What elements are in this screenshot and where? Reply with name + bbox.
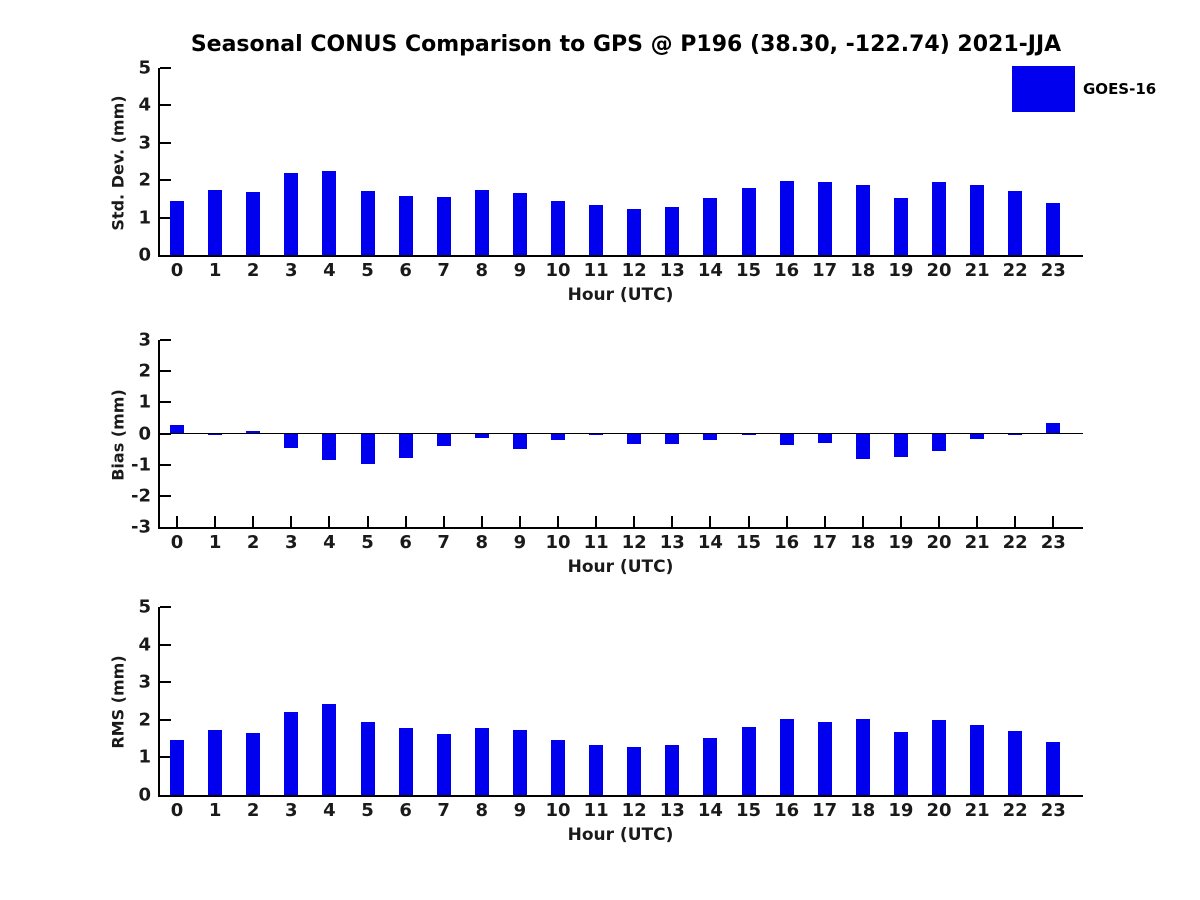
y-tick-label: -1: [131, 454, 151, 476]
bar-hour-6: [399, 434, 413, 459]
bar-hour-22: [1008, 731, 1022, 795]
x-tick-label: 17: [812, 260, 838, 281]
x-tick-mark: [671, 516, 673, 527]
x-tick-label: 19: [888, 260, 914, 281]
bar-hour-7: [437, 434, 451, 446]
bar-hour-10: [551, 740, 565, 795]
bar-hour-23: [1046, 423, 1060, 434]
x-tick-label: 9: [513, 532, 527, 553]
x-tick-label: 9: [513, 260, 527, 281]
y-tick-label: 4: [138, 94, 151, 116]
x-tick-label: 20: [926, 532, 952, 553]
x-tick-label: 12: [621, 532, 647, 553]
y-tick-label: 1: [138, 391, 151, 413]
x-tick-label: 21: [964, 260, 990, 281]
x-tick-label: 14: [697, 800, 723, 821]
bar-hour-2: [246, 431, 260, 433]
y-tick-mark: [160, 495, 171, 497]
bar-hour-22: [1008, 191, 1022, 255]
bar-hour-18: [856, 719, 870, 795]
x-tick-label: 6: [399, 800, 412, 821]
x-tick-mark: [214, 516, 216, 527]
bar-hour-5: [361, 722, 375, 795]
y-tick-label: -3: [131, 516, 151, 538]
x-tick-label: 3: [285, 800, 298, 821]
x-tick-label: 3: [285, 260, 298, 281]
x-tick-label: 20: [926, 800, 952, 821]
bar-hour-14: [703, 198, 717, 255]
bar-hour-18: [856, 434, 870, 460]
x-tick-label: 4: [323, 800, 336, 821]
x-tick-label: 5: [361, 800, 374, 821]
x-tick-label: 18: [850, 532, 876, 553]
x-tick-mark: [748, 516, 750, 527]
y-tick-mark: [160, 606, 171, 608]
y-tick-label: 1: [138, 207, 151, 229]
x-tick-mark: [633, 516, 635, 527]
x-tick-label: 22: [1002, 532, 1028, 553]
bar-hour-4: [322, 704, 336, 795]
bar-hour-5: [361, 191, 375, 255]
x-tick-label: 18: [850, 260, 876, 281]
y-tick-label: 5: [138, 57, 151, 79]
y-tick-mark: [160, 179, 171, 181]
y-tick-mark: [160, 370, 171, 372]
y-tick-label: 2: [138, 360, 151, 382]
bar-hour-5: [361, 434, 375, 464]
x-tick-mark: [290, 516, 292, 527]
y-tick-mark: [160, 401, 171, 403]
bar-hour-2: [246, 733, 260, 795]
bar-hour-16: [780, 434, 794, 446]
x-tick-mark: [786, 516, 788, 527]
x-tick-label: 8: [475, 800, 489, 821]
chart-title: Seasonal CONUS Comparison to GPS @ P196 (38.30, -122.74) 2021-JJA: [190, 32, 1062, 57]
bar-hour-2: [246, 192, 260, 255]
x-tick-mark: [1014, 516, 1016, 527]
x-tick-label: 9: [513, 800, 527, 821]
x-tick-label: 15: [735, 532, 762, 553]
bar-hour-17: [818, 182, 832, 255]
x-tick-label: 5: [361, 260, 374, 281]
x-tick-label: 19: [888, 800, 914, 821]
x-tick-mark: [405, 516, 407, 527]
y-tick-label: 3: [138, 132, 151, 154]
y-tick-mark: [160, 644, 171, 646]
x-tick-label: 10: [545, 532, 571, 553]
x-axis-label: Hour (UTC): [567, 557, 674, 577]
x-tick-mark: [900, 516, 902, 527]
plot-area: [138, 57, 1083, 281]
x-tick-label: 1: [208, 532, 222, 553]
x-tick-label: 8: [475, 260, 489, 281]
bar-hour-13: [665, 434, 679, 445]
bar-hour-12: [627, 434, 641, 444]
x-tick-mark: [443, 516, 445, 527]
x-tick-label: 7: [437, 800, 450, 821]
x-tick-label: 23: [1040, 532, 1066, 553]
x-tick-label: 20: [926, 260, 952, 281]
x-tick-mark: [481, 516, 483, 527]
x-tick-label: 10: [545, 260, 571, 281]
bar-hour-21: [970, 725, 984, 795]
bar-hour-21: [970, 185, 984, 255]
y-tick-label: 4: [138, 634, 151, 656]
x-tick-label: 15: [735, 260, 762, 281]
bar-hour-8: [475, 190, 489, 255]
x-tick-mark: [328, 516, 330, 527]
bar-hour-0: [170, 425, 184, 434]
subplot-bias: [108, 329, 1083, 577]
x-tick-label: 13: [659, 532, 685, 553]
bar-hour-14: [703, 738, 717, 795]
x-tick-label: 12: [621, 260, 647, 281]
x-tick-label: 21: [964, 800, 990, 821]
bar-hour-15: [742, 727, 756, 795]
x-tick-mark: [252, 516, 254, 527]
bar-hour-7: [437, 734, 451, 795]
x-tick-label: 14: [697, 532, 723, 553]
x-tick-label: 11: [583, 532, 609, 553]
x-tick-mark: [557, 516, 559, 527]
x-tick-label: 7: [437, 532, 450, 553]
y-tick-label: 2: [138, 709, 151, 731]
y-tick-label: 5: [138, 596, 151, 618]
bar-hour-23: [1046, 742, 1060, 795]
x-tick-label: 1: [208, 800, 222, 821]
plot-area: [138, 596, 1083, 821]
bar-hour-23: [1046, 203, 1060, 255]
x-tick-mark: [862, 516, 864, 527]
bar-hour-4: [322, 434, 336, 461]
y-tick-label: 2: [138, 169, 151, 191]
x-tick-label: 17: [812, 532, 838, 553]
y-axis-label: Std. Dev. (mm): [108, 94, 128, 231]
y-tick-label: 0: [138, 244, 151, 266]
bar-hour-16: [780, 719, 794, 795]
x-tick-label: 16: [774, 260, 800, 281]
x-tick-label: 0: [170, 800, 184, 821]
x-tick-label: 21: [964, 532, 990, 553]
bar-hour-0: [170, 740, 184, 795]
y-tick-label: 0: [138, 784, 151, 806]
x-axis-label: Hour (UTC): [567, 825, 674, 845]
bar-hour-9: [513, 730, 527, 795]
bar-hour-4: [322, 171, 336, 255]
bar-hour-19: [894, 434, 908, 457]
bar-hour-6: [399, 196, 413, 255]
x-tick-label: 8: [475, 532, 489, 553]
x-tick-label: 10: [545, 800, 571, 821]
x-tick-label: 18: [850, 800, 876, 821]
x-tick-label: 4: [323, 260, 336, 281]
bar-hour-1: [208, 730, 222, 795]
x-tick-label: 13: [659, 260, 685, 281]
x-tick-mark: [519, 516, 521, 527]
y-tick-mark: [160, 681, 171, 683]
bar-hour-11: [589, 745, 603, 795]
x-tick-mark: [709, 516, 711, 527]
legend-label: GOES-16: [1083, 80, 1157, 98]
bar-hour-10: [551, 201, 565, 255]
y-tick-label: 3: [138, 671, 151, 693]
bar-hour-13: [665, 207, 679, 255]
y-tick-label: -2: [131, 485, 151, 507]
x-tick-label: 12: [621, 800, 647, 821]
bar-hour-19: [894, 732, 908, 795]
y-tick-mark: [160, 464, 171, 466]
x-tick-label: 23: [1040, 800, 1066, 821]
bar-hour-14: [703, 434, 717, 441]
bar-hour-7: [437, 197, 451, 255]
x-tick-label: 11: [583, 800, 609, 821]
bar-hour-3: [284, 434, 298, 448]
bar-hour-13: [665, 745, 679, 795]
y-tick-mark: [160, 339, 171, 341]
bar-hour-20: [932, 182, 946, 255]
x-tick-label: 6: [399, 260, 412, 281]
bar-hour-15: [742, 434, 756, 436]
bar-hour-1: [208, 434, 222, 435]
bar-hour-19: [894, 198, 908, 255]
bar-hour-11: [589, 434, 603, 436]
x-tick-label: 23: [1040, 260, 1066, 281]
bar-hour-12: [627, 209, 641, 255]
x-tick-label: 2: [246, 260, 260, 281]
x-tick-mark: [176, 516, 178, 527]
bar-hour-20: [932, 434, 946, 451]
x-tick-mark: [976, 516, 978, 527]
bar-hour-15: [742, 188, 756, 255]
y-tick-mark: [160, 104, 171, 106]
x-tick-label: 5: [361, 532, 374, 553]
x-tick-label: 16: [774, 800, 800, 821]
bar-hour-11: [589, 205, 603, 255]
subplot-rms: [108, 596, 1083, 845]
x-tick-label: 6: [399, 532, 412, 553]
x-tick-label: 22: [1002, 260, 1028, 281]
bar-hour-18: [856, 185, 870, 255]
x-tick-label: 11: [583, 260, 609, 281]
y-tick-label: 1: [138, 746, 151, 768]
x-tick-mark: [595, 516, 597, 527]
x-tick-label: 15: [735, 800, 762, 821]
x-tick-label: 0: [170, 532, 184, 553]
x-tick-mark: [938, 516, 940, 527]
x-tick-mark: [1052, 516, 1054, 527]
x-tick-label: 13: [659, 800, 685, 821]
x-tick-label: 7: [437, 260, 450, 281]
x-axis-label: Hour (UTC): [567, 285, 674, 305]
bar-hour-20: [932, 720, 946, 795]
bar-hour-0: [170, 201, 184, 255]
x-tick-label: 1: [208, 260, 222, 281]
subplot-std-dev: [108, 57, 1083, 305]
y-tick-mark: [160, 142, 171, 144]
y-axis-label: Bias (mm): [108, 388, 128, 481]
bar-hour-21: [970, 434, 984, 440]
bar-hour-10: [551, 434, 565, 440]
x-tick-label: 2: [246, 800, 260, 821]
bar-hour-8: [475, 434, 489, 439]
y-tick-label: 3: [138, 329, 151, 351]
x-tick-label: 19: [888, 532, 914, 553]
bar-hour-9: [513, 434, 527, 450]
x-tick-label: 2: [246, 532, 260, 553]
bar-hour-16: [780, 181, 794, 255]
y-tick-label: 0: [138, 423, 151, 444]
bar-hour-6: [399, 728, 413, 795]
y-tick-mark: [160, 719, 171, 721]
y-tick-mark: [160, 67, 171, 69]
plot-area: [131, 329, 1083, 553]
bar-hour-8: [475, 728, 489, 795]
y-axis-label: RMS (mm): [108, 655, 128, 749]
x-tick-mark: [824, 516, 826, 527]
x-tick-label: 4: [323, 532, 336, 553]
x-tick-label: 22: [1002, 800, 1028, 821]
bar-hour-3: [284, 173, 298, 255]
bar-hour-12: [627, 747, 641, 795]
bar-hour-9: [513, 193, 527, 255]
x-tick-mark: [367, 516, 369, 527]
x-tick-label: 0: [170, 260, 184, 281]
x-tick-label: 3: [285, 532, 298, 553]
bar-hour-22: [1008, 434, 1022, 435]
bar-hour-1: [208, 190, 222, 255]
x-tick-label: 17: [812, 800, 838, 821]
x-tick-label: 16: [774, 532, 800, 553]
bar-hour-3: [284, 712, 298, 795]
bar-hour-17: [818, 434, 832, 444]
bar-hour-17: [818, 722, 832, 795]
x-tick-label: 14: [697, 260, 723, 281]
